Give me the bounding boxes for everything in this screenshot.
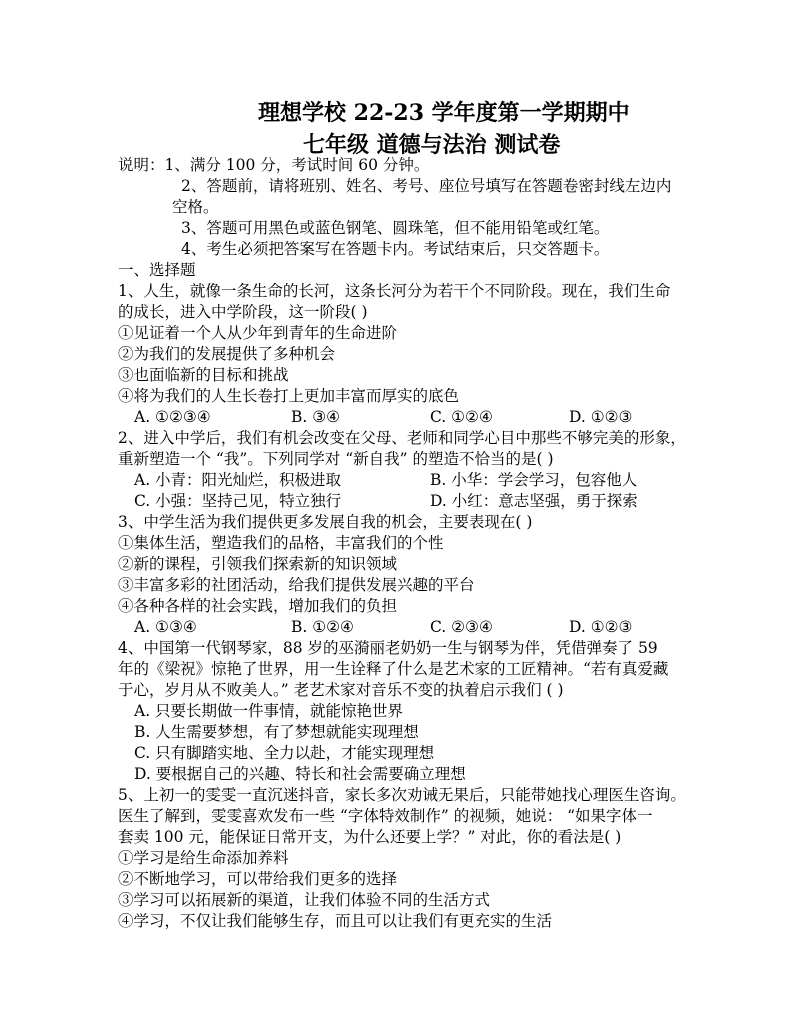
q5-statement-3: ③学习可以拓展新的渠道，让我们体验不同的生活方式 [118,891,491,909]
q1-option-c: C. ①②④ [430,408,493,426]
q1-option-b: B. ③④ [291,408,341,426]
q3-stem: 3、中学生活为我们提供更多发展自我的机会，主要表现在( ) [118,513,533,531]
q1-statement-1: ①见证着一个人从少年到青年的生命进阶 [118,324,398,342]
section-heading-choice: 一、选择题 [118,261,196,279]
q1-option-d: D. ①②③ [569,408,633,426]
q5-statement-4: ④学习，不仅让我们能够生存，而且可以让我们有更充实的生活 [118,912,553,930]
q1-option-a: A. ①②③④ [134,408,211,426]
q2-option-c: C. 小强：坚持己见，特立独行 [134,492,342,510]
q5-stem-cont: 医生了解到，雯雯喜欢发布一些 “字体特效制作” 的视频，她说： “如果字体一 [118,807,653,825]
q5-stem-cont-2: 套卖 100 元，能保证日常开支，为什么还要上学？” 对此，你的看法是( ) [118,828,622,846]
instruction-3: 3、答题可用黑色或蓝色钢笔、圆珠笔，但不能用铅笔或红笔。 [181,219,610,237]
q2-stem: 2、进入中学后，我们有机会改变在父母、老师和同学心目中那些不够完美的形象， [118,429,686,447]
q2-option-a: A. 小青：阳光灿烂，积极进取 [134,471,342,489]
q3-statement-1: ①集体生活，塑造我们的品格，丰富我们的个性 [118,534,444,552]
q4-option-d: D. 要根据自己的兴趣、特长和社会需要确立理想 [134,765,466,783]
q3-option-d: D. ①②③ [569,618,633,636]
q3-statement-2: ②新的课程，引领我们探索新的知识领域 [118,555,398,573]
q1-stem: 1、人生，就像一条生命的长河，这条长河分为若干个不同阶段。现在，我们生命 [118,282,671,300]
q3-statement-3: ③丰富多彩的社团活动，给我们提供发展兴趣的平台 [118,576,475,594]
q3-statement-4: ④各种各样的社会实践，增加我们的负担 [118,597,398,615]
q3-option-c: C. ②③④ [430,618,493,636]
q1-stem-cont: 的成长，进入中学阶段，这一阶段( ) [118,303,368,321]
q2-stem-cont: 重新塑造一个 “我”。下列同学对 “新自我” 的塑造不恰当的是( ) [118,450,554,468]
q4-option-b: B. 人生需要梦想，有了梦想就能实现理想 [134,723,419,741]
q5-statement-2: ②不断地学习，可以带给我们更多的选择 [118,870,398,888]
instruction-2-cont: 空格。 [172,198,219,216]
q3-option-a: A. ①③④ [134,618,197,636]
q4-option-a: A. 只要长期做一件事情，就能惊艳世界 [134,702,404,720]
exam-title-subject: 七年级 道德与法治 测试卷 [303,132,561,158]
exam-title-school: 理想学校 22-23 学年度第一学期期中 [258,100,630,126]
instruction-1: 说明：1、满分 100 分，考试时间 60 分钟。 [118,156,430,174]
q4-stem-cont: 年的《梁祝》惊艳了世界，用一生诠释了什么是艺术家的工匠精神。“若有真爱藏 [118,660,669,678]
q2-option-b: B. 小华：学会学习，包容他人 [430,471,638,489]
q4-stem-cont-2: 于心，岁月从不败美人。” 老艺术家对音乐不变的执着启示我们 ( ) [118,681,564,699]
q2-option-d: D. 小红：意志坚强，勇于探索 [430,492,638,510]
q1-statement-3: ③也面临新的目标和挑战 [118,366,289,384]
q5-stem: 5、上初一的雯雯一直沉迷抖音，家长多次劝诫无果后，只能带她找心理医生咨询。 [118,786,686,804]
q5-statement-1: ①学习是给生命添加养料 [118,849,289,867]
q4-option-c: C. 只有脚踏实地、全力以赴，才能实现理想 [134,744,435,762]
q1-statement-4: ④将为我们的人生长卷打上更加丰富而厚实的底色 [118,387,460,405]
instruction-4: 4、考生必须把答案写在答题卡内。考试结束后，只交答题卡。 [181,240,610,258]
q4-stem: 4、中国第一代钢琴家，88 岁的巫漪丽老奶奶一生与钢琴为伴，凭借弹奏了 59 [118,639,658,657]
instruction-2: 2、答题前，请将班别、姓名、考号、座位号填写在答题卷密封线左边内 [181,177,672,195]
q1-statement-2: ②为我们的发展提供了多种机会 [118,345,336,363]
q3-option-b: B. ①②④ [291,618,354,636]
